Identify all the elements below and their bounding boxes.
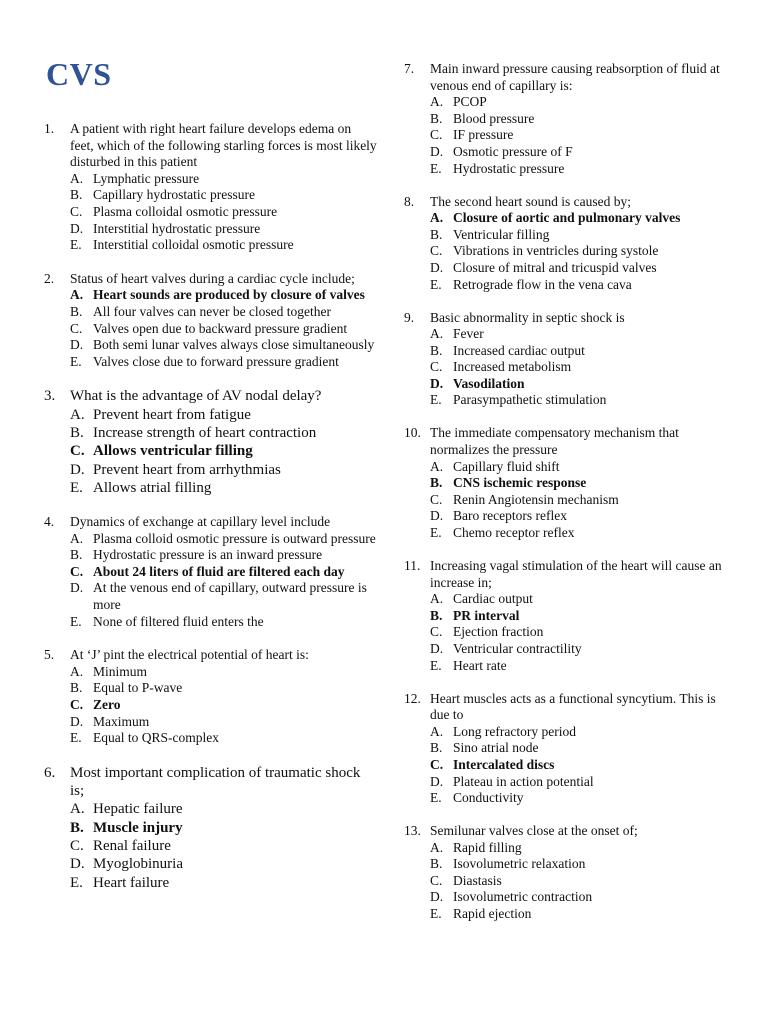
question-number: 11. (404, 558, 421, 573)
answer-option (70, 171, 378, 188)
option-text: Minimum (93, 663, 148, 679)
answer-option (430, 260, 734, 277)
option-letter: E. (430, 160, 442, 176)
question-item (404, 194, 734, 294)
option-letter: A. (70, 801, 85, 818)
option-text: Rapid filling (453, 839, 522, 855)
correct-answer-option (70, 287, 378, 304)
option-letter: B. (430, 110, 443, 126)
option-letter: A. (430, 839, 444, 855)
answer-option (70, 204, 378, 221)
option-letter: E. (430, 276, 442, 292)
option-letter: A. (430, 326, 444, 342)
option-letter: B. (430, 475, 443, 491)
question-stem (404, 194, 734, 211)
question-item (404, 310, 734, 410)
question-item (44, 514, 378, 630)
question-text: Basic abnormality in septic shock is (430, 309, 625, 325)
option-text: Zero (93, 697, 121, 713)
answer-option (70, 479, 378, 497)
question-item (44, 764, 378, 892)
answer-option (70, 354, 378, 371)
option-text: Vibrations in ventricles during systole (453, 243, 659, 259)
option-text: Hydrostatic pressure (453, 160, 565, 176)
option-letter: D. (430, 143, 444, 159)
page-title: CVS (46, 56, 112, 92)
option-list (404, 591, 734, 674)
option-text: Prevent heart from fatigue (93, 406, 251, 423)
option-text: Myoglobinuria (93, 856, 183, 873)
option-letter: D. (70, 337, 84, 353)
correct-answer-option (430, 210, 734, 227)
option-list (404, 840, 734, 923)
question-item (404, 691, 734, 807)
question-stem (44, 121, 378, 171)
option-letter: D. (70, 713, 84, 729)
option-letter: D. (70, 461, 85, 478)
option-letter: B. (430, 342, 443, 358)
answer-option (430, 889, 734, 906)
answer-option (430, 111, 734, 128)
question-text: Increasing vagal stimulation of the heart will cause an increase in; (430, 558, 722, 590)
option-letter: A. (430, 591, 444, 607)
option-letter: A. (430, 210, 444, 226)
option-list (44, 800, 378, 891)
question-text: A patient with right heart failure develops edema on feet, which of the following starling forces is most likely disturbed in this patient (70, 121, 377, 170)
question-number: 3. (44, 388, 56, 405)
question-item (44, 271, 378, 371)
correct-answer-option (70, 819, 378, 837)
option-letter: D. (430, 375, 444, 391)
option-text: Heart sounds are produced by closure of valves (93, 287, 365, 303)
option-list (404, 210, 734, 293)
option-text: Increased cardiac output (453, 342, 585, 358)
option-letter: C. (70, 443, 85, 460)
answer-option (430, 161, 734, 178)
answer-option (430, 392, 734, 409)
option-letter: D. (430, 773, 444, 789)
option-text: CNS ischemic response (453, 475, 587, 491)
option-letter: A. (430, 723, 444, 739)
option-text: Sino atrial node (453, 740, 539, 756)
option-letter: E. (430, 906, 442, 922)
option-text: Equal to P-wave (93, 680, 183, 696)
option-letter: A. (70, 287, 84, 303)
question-text: Semilunar valves close at the onset of; (430, 823, 638, 839)
option-text: Renin Angiotensin mechanism (453, 491, 619, 507)
option-text: Retrograde flow in the vena cava (453, 276, 632, 292)
option-letter: D. (430, 889, 444, 905)
option-text: Isovolumetric contraction (453, 889, 593, 905)
option-letter: D. (430, 508, 444, 524)
option-text: Fever (453, 326, 484, 342)
option-letter: B. (70, 303, 83, 319)
question-text: Most important complication of traumatic shock is; (70, 764, 361, 800)
option-letter: E. (430, 392, 442, 408)
option-letter: C. (70, 563, 84, 579)
option-letter: D. (430, 640, 444, 656)
answer-option (70, 304, 378, 321)
option-text: Ventricular filling (453, 226, 550, 242)
question-stem (404, 61, 734, 94)
option-text: About 24 liters of fluid are filtered each day (93, 563, 345, 579)
answer-option (430, 492, 734, 509)
answer-option (70, 874, 378, 892)
answer-option (70, 614, 378, 631)
option-text: Conductivity (453, 790, 524, 806)
option-letter: C. (430, 491, 443, 507)
answer-option (430, 906, 734, 923)
answer-option (430, 591, 734, 608)
answer-option (430, 774, 734, 791)
question-text: Main inward pressure causing reabsorption of fluid at venous end of capillary is: (430, 61, 720, 93)
correct-answer-option (70, 442, 378, 460)
option-letter: B. (70, 819, 84, 836)
answer-option (430, 277, 734, 294)
option-letter: E. (70, 874, 83, 891)
question-text: Dynamics of exchange at capillary level include (70, 514, 331, 530)
answer-option (70, 406, 378, 424)
option-text: PCOP (453, 94, 487, 110)
answer-option (430, 508, 734, 525)
question-number: 4. (44, 514, 55, 530)
option-letter: E. (430, 525, 442, 541)
option-text: Muscle injury (93, 819, 183, 836)
option-text: IF pressure (453, 127, 514, 143)
option-letter: D. (70, 220, 84, 236)
option-letter: B. (430, 856, 443, 872)
answer-option (430, 840, 734, 857)
option-letter: A. (70, 530, 84, 546)
option-letter: A. (70, 663, 84, 679)
question-number: 1. (44, 121, 55, 136)
question-number: 7. (404, 61, 415, 76)
question-stem (404, 310, 734, 327)
question-text: At ‘J’ pint the electrical potential of heart is: (70, 647, 309, 663)
answer-option (430, 658, 734, 675)
question-stem (404, 558, 734, 591)
answer-option (70, 187, 378, 204)
answer-option (430, 227, 734, 244)
option-letter: C. (430, 243, 443, 259)
option-text: Renal failure (93, 838, 171, 854)
question-text: What is the advantage of AV nodal delay? (70, 388, 322, 405)
option-letter: E. (70, 613, 82, 629)
answer-option (430, 856, 734, 873)
question-text: Status of heart valves during a cardiac cycle include; (70, 270, 355, 286)
answer-option (430, 624, 734, 641)
option-letter: B. (430, 607, 443, 623)
correct-answer-option (430, 376, 734, 393)
option-letter: C. (430, 624, 443, 640)
option-text: Closure of mitral and tricuspid valves (453, 259, 657, 275)
question-stem (44, 764, 378, 801)
option-text: Hepatic failure (93, 801, 183, 818)
option-text: Interstitial hydrostatic pressure (93, 220, 261, 236)
question-stem (44, 271, 378, 288)
question-stem (44, 514, 378, 531)
answer-option (430, 459, 734, 476)
option-list (44, 531, 378, 631)
option-text: Rapid ejection (453, 906, 532, 922)
option-letter: C. (430, 127, 443, 143)
option-text: Intercalated discs (453, 756, 555, 772)
answer-option (70, 424, 378, 442)
option-letter: C. (70, 697, 84, 713)
option-letter: A. (430, 458, 444, 474)
correct-answer-option (70, 564, 378, 581)
answer-option (430, 724, 734, 741)
answer-option (70, 321, 378, 338)
question-number: 6. (44, 764, 56, 781)
option-list (44, 664, 378, 747)
answer-option (430, 359, 734, 376)
option-list (404, 94, 734, 177)
option-text: Capillary hydrostatic pressure (93, 187, 255, 203)
option-letter: C. (430, 756, 444, 772)
option-text: Plateau in action potential (453, 773, 594, 789)
question-stem (404, 691, 734, 724)
correct-answer-option (430, 608, 734, 625)
option-letter: E. (70, 479, 83, 496)
option-text: Blood pressure (453, 110, 535, 126)
option-text: PR interval (453, 607, 520, 623)
option-letter: E. (70, 237, 82, 253)
option-list (404, 459, 734, 542)
question-item (404, 823, 734, 923)
option-text: Interstitial colloidal osmotic pressure (93, 237, 294, 253)
option-text: Ejection fraction (453, 624, 544, 640)
option-letter: B. (70, 424, 84, 441)
question-item (404, 61, 734, 177)
right-question-column (404, 61, 734, 939)
question-number: 10. (404, 425, 421, 441)
option-text: Cardiac output (453, 591, 533, 607)
option-list (44, 171, 378, 254)
question-number: 9. (404, 309, 415, 325)
answer-option (70, 680, 378, 697)
option-letter: C. (430, 872, 443, 888)
answer-option (70, 547, 378, 564)
answer-option (430, 243, 734, 260)
question-text: Heart muscles acts as a functional syncytium. This is due to (430, 690, 716, 723)
option-text: Plasma colloid osmotic pressure is outward pressure (93, 530, 376, 546)
question-number: 8. (404, 193, 415, 209)
option-letter: E. (430, 790, 442, 806)
option-text: Heart failure (93, 874, 170, 891)
option-text: At the venous end of capillary, outward pressure is more (93, 580, 367, 613)
option-text: Osmotic pressure of F (453, 143, 573, 159)
answer-option (70, 714, 378, 731)
option-text: Equal to QRS-complex (93, 730, 219, 746)
answer-option (70, 855, 378, 873)
question-stem (404, 823, 734, 840)
answer-option (70, 461, 378, 479)
option-text: Prevent heart from arrhythmias (93, 461, 281, 478)
answer-option (70, 730, 378, 747)
correct-answer-option (430, 475, 734, 492)
option-letter: C. (70, 838, 84, 854)
option-text: Chemo receptor reflex (453, 525, 575, 541)
option-text: Capillary fluid shift (453, 458, 560, 474)
answer-option (430, 343, 734, 360)
option-letter: B. (430, 740, 443, 756)
correct-answer-option (430, 757, 734, 774)
option-list (44, 406, 378, 497)
option-letter: B. (70, 680, 83, 696)
question-text: The immediate compensatory mechanism that normalizes the pressure (430, 425, 679, 458)
option-text: Long refractory period (453, 723, 576, 739)
option-text: Baro receptors reflex (453, 508, 567, 524)
question-number: 5. (44, 647, 55, 663)
option-list (44, 287, 378, 370)
option-text: Allows ventricular filling (93, 443, 253, 460)
option-letter: D. (70, 580, 84, 596)
option-letter: E. (430, 657, 442, 673)
left-question-column (44, 121, 378, 909)
option-text: Hydrostatic pressure is an inward pressure (93, 547, 323, 563)
answer-option (430, 641, 734, 658)
question-item (44, 647, 378, 747)
answer-option (430, 144, 734, 161)
answer-option (430, 94, 734, 111)
option-letter: E. (70, 353, 82, 369)
option-letter: A. (430, 94, 444, 110)
answer-option (70, 531, 378, 548)
option-text: Isovolumetric relaxation (453, 856, 586, 872)
question-stem (404, 425, 734, 458)
answer-option (430, 127, 734, 144)
answer-option (70, 580, 378, 613)
option-list (404, 724, 734, 807)
answer-option (430, 790, 734, 807)
question-item (44, 121, 378, 254)
answer-option (70, 800, 378, 818)
option-text: None of filtered fluid enters the (93, 613, 264, 629)
option-text: Maximum (93, 713, 150, 729)
option-list (404, 326, 734, 409)
option-text: Increase strength of heart contraction (93, 424, 317, 441)
option-letter: A. (70, 170, 84, 186)
option-text: All four valves can never be closed together (93, 303, 332, 319)
answer-option (430, 326, 734, 343)
answer-option (430, 873, 734, 890)
option-letter: C. (70, 320, 83, 336)
question-number: 2. (44, 270, 55, 286)
answer-option (70, 664, 378, 681)
question-item (44, 387, 378, 497)
option-text: Lymphatic pressure (93, 170, 200, 186)
option-text: Parasympathetic stimulation (453, 392, 607, 408)
correct-answer-option (70, 697, 378, 714)
option-text: Both semi lunar valves always close simultaneously (93, 337, 375, 353)
option-letter: B. (70, 187, 83, 203)
option-text: Allows atrial filling (93, 479, 212, 496)
option-letter: B. (70, 547, 83, 563)
option-letter: B. (430, 226, 443, 242)
question-item (404, 558, 734, 674)
answer-option (70, 337, 378, 354)
option-text: Diastasis (453, 872, 502, 888)
question-number: 13. (404, 823, 421, 839)
answer-option (70, 837, 378, 855)
answer-option (70, 221, 378, 238)
option-text: Plasma colloidal osmotic pressure (93, 203, 278, 219)
option-letter: A. (70, 406, 85, 423)
answer-option (70, 237, 378, 254)
answer-option (430, 525, 734, 542)
option-text: Ventricular contractility (453, 640, 582, 656)
option-text: Increased metabolism (453, 359, 572, 375)
question-stem (44, 387, 378, 405)
question-item (404, 425, 734, 541)
option-letter: C. (430, 359, 443, 375)
option-letter: D. (430, 259, 444, 275)
option-letter: C. (70, 203, 83, 219)
answer-option (430, 740, 734, 757)
option-letter: D. (70, 856, 85, 873)
question-text: The second heart sound is caused by; (430, 193, 631, 209)
option-letter: E. (70, 730, 82, 746)
question-stem (44, 647, 378, 664)
option-text: Heart rate (453, 657, 507, 673)
option-text: Vasodilation (453, 375, 525, 391)
option-text: Valves close due to forward pressure gradient (93, 353, 339, 369)
option-text: Valves open due to backward pressure gradient (93, 320, 348, 336)
question-number: 12. (404, 690, 421, 706)
option-text: Closure of aortic and pulmonary valves (453, 210, 681, 226)
